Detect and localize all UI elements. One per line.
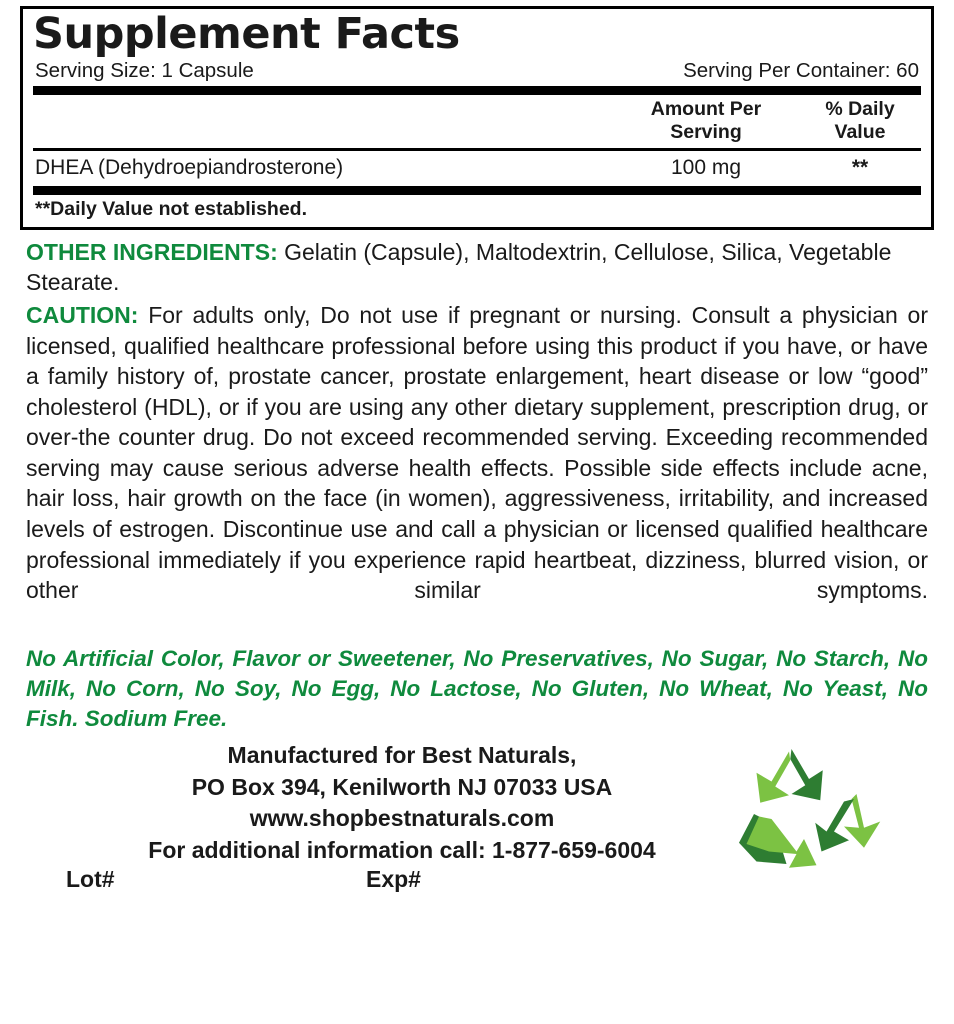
label-body-text <box>14 230 940 734</box>
amount-per-serving-line2: Serving <box>670 120 742 143</box>
daily-value-line2: Value <box>834 120 886 143</box>
recycle-icon <box>734 744 884 884</box>
exp-label: Exp# <box>366 866 421 893</box>
ingredient-amount: 100 mg <box>670 155 742 179</box>
caution-paragraph <box>26 300 928 636</box>
supplement-facts-title: Supplement Facts <box>33 9 460 59</box>
caution-text: For adults only, Do not use if pregnant or nursing. Consult a physician or licensed, qualified healthcare professional before using this product if you have, or have a family history of, prostate cancer, prostate enlargement, heart disease or low “good” cholesterol (HDL), or if you are using any other dietary supplement, prescription drug, or over-the counter drug. Do not exceed recommended serving. Exceeding recommended serving may cause serious adverse health effects. Possible side effects include acne, hair loss, hair growth on the face (in women), aggressiveness, irritability, and increased levels of estrogen. Discontinue use and call a physician or licensed qualified healthcare professional immediately if you experience rapid heartbeat, dizziness, blurred vision, or other similar symptoms. <box>26 302 928 604</box>
servings-per-container-label: Serving Per Container: 60 <box>683 58 919 82</box>
lot-label: Lot# <box>66 866 115 893</box>
table-row <box>33 151 921 186</box>
column-headers-row <box>33 95 921 148</box>
supplement-facts-panel <box>20 6 934 230</box>
daily-value-header <box>801 98 919 144</box>
free-of-claims: No Artificial Color, Flavor or Sweetener, No Preservatives, No Sugar, No Starch, No Milk, No Corn, No Soy, No Egg, No Lactose, No Gluten, No Wheat, No Yeast, No Fish. Sodium Free. <box>26 646 928 732</box>
panel-rule-thick-bottom <box>33 186 921 195</box>
amount-per-serving-header <box>611 98 801 144</box>
serving-info-row <box>33 59 921 86</box>
ingredient-daily-value: ** <box>851 155 869 179</box>
daily-value-line1: % Daily <box>825 97 895 120</box>
phone-line: For additional information call: 1-877-659-6004 <box>148 836 656 863</box>
website-line[interactable]: www.shopbestnaturals.com <box>249 805 555 832</box>
address-line: PO Box 394, Kenilworth NJ 07033 USA <box>191 773 613 800</box>
other-ingredients-label: OTHER INGREDIENTS: <box>26 238 278 265</box>
amount-per-serving-line1: Amount Per <box>650 97 762 120</box>
panel-rule-thick-top <box>33 86 921 95</box>
other-ingredients-paragraph <box>26 237 928 298</box>
other-ingredients-text: Gelatin (Capsule), Maltodextrin, Cellulose, Silica, Vegetable Stearate. <box>26 238 892 296</box>
label-footer <box>14 740 940 893</box>
manufactured-for-line: Manufactured for Best Naturals, <box>227 742 577 769</box>
ingredient-name: DHEA (Dehydroepiandrosterone) <box>35 155 344 179</box>
serving-size-label: Serving Size: 1 Capsule <box>35 58 254 82</box>
daily-value-footnote: **Daily Value not established. <box>35 197 308 220</box>
caution-label: CAUTION: <box>26 302 139 329</box>
